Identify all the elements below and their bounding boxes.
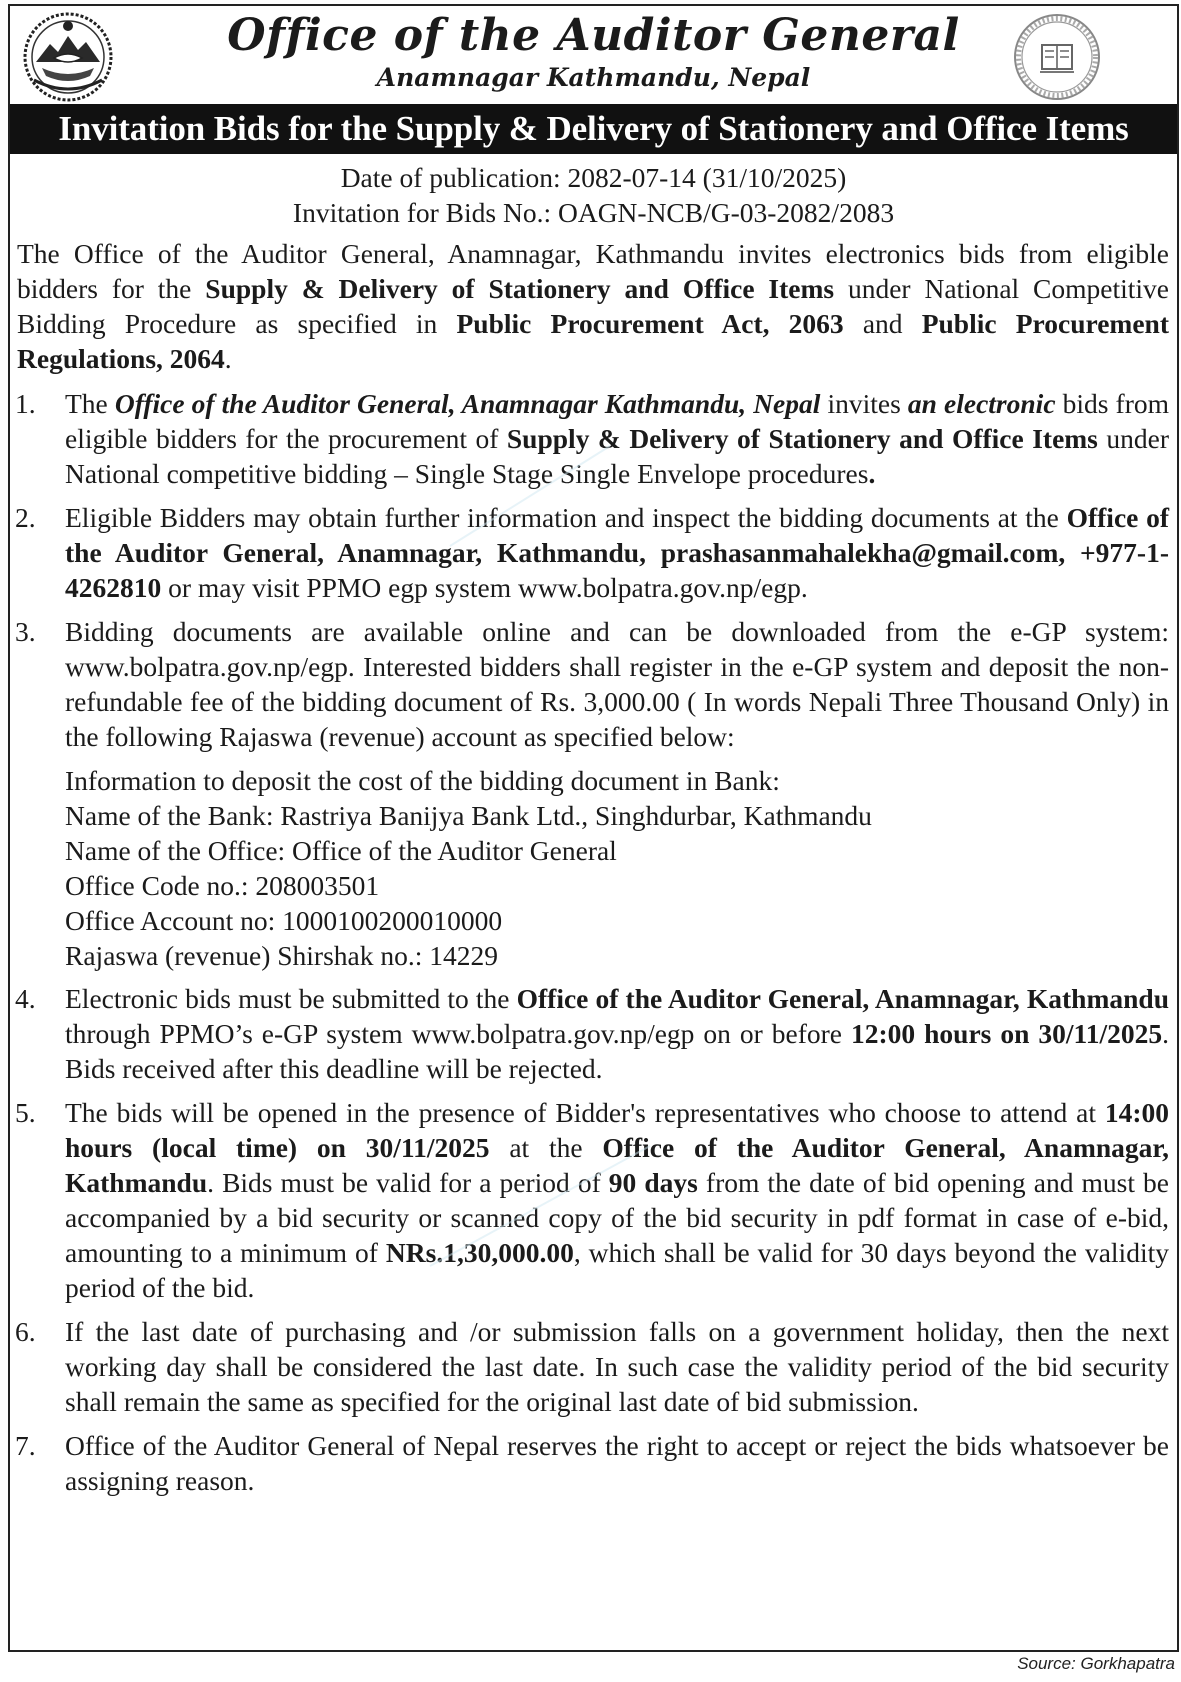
oag-seal-icon xyxy=(1009,12,1105,102)
source-credit: Source: Gorkhapatra xyxy=(1017,1654,1175,1673)
list-item-7: 7. Office of the Auditor General of Nepal reserves the right to accept or reject the bids whatsoever be assigning reason. xyxy=(15,1430,1169,1496)
organization-address: Anamnagar Kathmandu, Nepal xyxy=(376,63,811,92)
publication-date: Date of publication: 2082-07-14 (31/10/2025) xyxy=(340,162,847,193)
item-number: 6. xyxy=(15,1316,36,1347)
intro-paragraph: The Office of the Auditor General, Anamnagar, Kathmandu invites electronics bids from eligible bidders for the Supply & Delivery of Stationery and Office Items under National Competitive Bidding Procedure as specified in Public Procurement Act, 2063 and Public Procurement Regulations, 2064. xyxy=(17,238,1170,374)
revenue-shirshak: Rajaswa (revenue) Shirshak no.: 14229 xyxy=(65,940,499,971)
office-code: Office Code no.: 208003501 xyxy=(65,870,380,901)
list-item-3: 3. Bidding documents are available online and can be downloaded from the e-GP system: www.bolpatra.gov.np/egp. Interested bidders shall register in the e-GP system and deposit the non-refundable fee of the bidding document of Rs. 3,000.00 ( In words Nepali Three Thousand Only) in the following Rajaswa (revenue) account as specified below: xyxy=(15,616,1169,752)
notice-headline-banner: Invitation Bids for the Supply & Delivery of Stationery and Office Items xyxy=(10,104,1177,154)
bank-info-heading: Information to deposit the cost of the bidding document in Bank: xyxy=(65,765,780,796)
list-item-2: 2. Eligible Bidders may obtain further information and inspect the bidding documents at the Office of the Auditor General, Anamnagar, Kathmandu, prashasanmahalekha@gmail.com, +977-1-4262810 or may visit PPMO egp system www.bolpatra.gov.np/egp. xyxy=(15,502,1169,603)
organization-title: Office of the Auditor General xyxy=(227,10,960,61)
item-number: 2. xyxy=(15,502,36,533)
bid-conditions-list xyxy=(10,386,1177,1498)
notice-header xyxy=(10,6,1177,102)
item-number: 1. xyxy=(15,388,36,419)
list-item-6: 6. If the last date of purchasing and /or submission falls on a government holiday, then the next working day shall be considered the last date. In such case the validity period of the bid security shall remain the same as specified for the original last date of bid submission. xyxy=(15,1316,1169,1417)
item-number: 4. xyxy=(15,983,36,1014)
item-number: 7. xyxy=(15,1430,36,1461)
bank-deposit-details xyxy=(10,763,1177,973)
item-number: 5. xyxy=(15,1097,36,1128)
office-account: Office Account no: 1000100200010000 xyxy=(65,905,503,936)
bid-number: Invitation for Bids No.: OAGN-NCB/G-03-2082/2083 xyxy=(292,197,895,228)
notice-frame xyxy=(8,4,1179,1652)
list-item-4: 4. Electronic bids must be submitted to the Office of the Auditor General, Anamnagar, Kathmandu through PPMO’s e-GP system www.bolpatra.gov.np/egp on or before 12:00 hours on 30/11/2025. Bids received after this deadline will be rejected. xyxy=(15,983,1170,1084)
item-number: 3. xyxy=(15,616,36,647)
bank-name: Name of the Bank: Rastriya Banijya Bank Ltd., Singhdurbar, Kathmandu xyxy=(65,800,872,831)
nepal-government-emblem-icon xyxy=(20,10,116,102)
list-item-5: 5. The bids will be opened in the presence of Bidder's representatives who choose to attend at 14:00 hours (local time) on 30/11/2025 at the Office of the Auditor General, Anamnagar, Kathmandu. Bids must be valid for a period of 90 days from the date of bid opening and must be accompanied by a bid security or scanned copy of the bid security in pdf format in case of e-bid, amounting to a minimum of NRs.1,30,000.00, which shall be valid for 30 days beyond the validity period of the bid. xyxy=(15,1097,1169,1303)
office-name: Name of the Office: Office of the Auditor General xyxy=(65,835,617,866)
notice-meta xyxy=(10,160,1177,230)
list-item-1: 1. The Office of the Auditor General, Anamnagar Kathmandu, Nepal invites an electronic bids from eligible bidders for the procurement of Supply & Delivery of Stationery and Office Items under National competitive bidding – Single Stage Single Envelope procedures. xyxy=(15,388,1169,489)
